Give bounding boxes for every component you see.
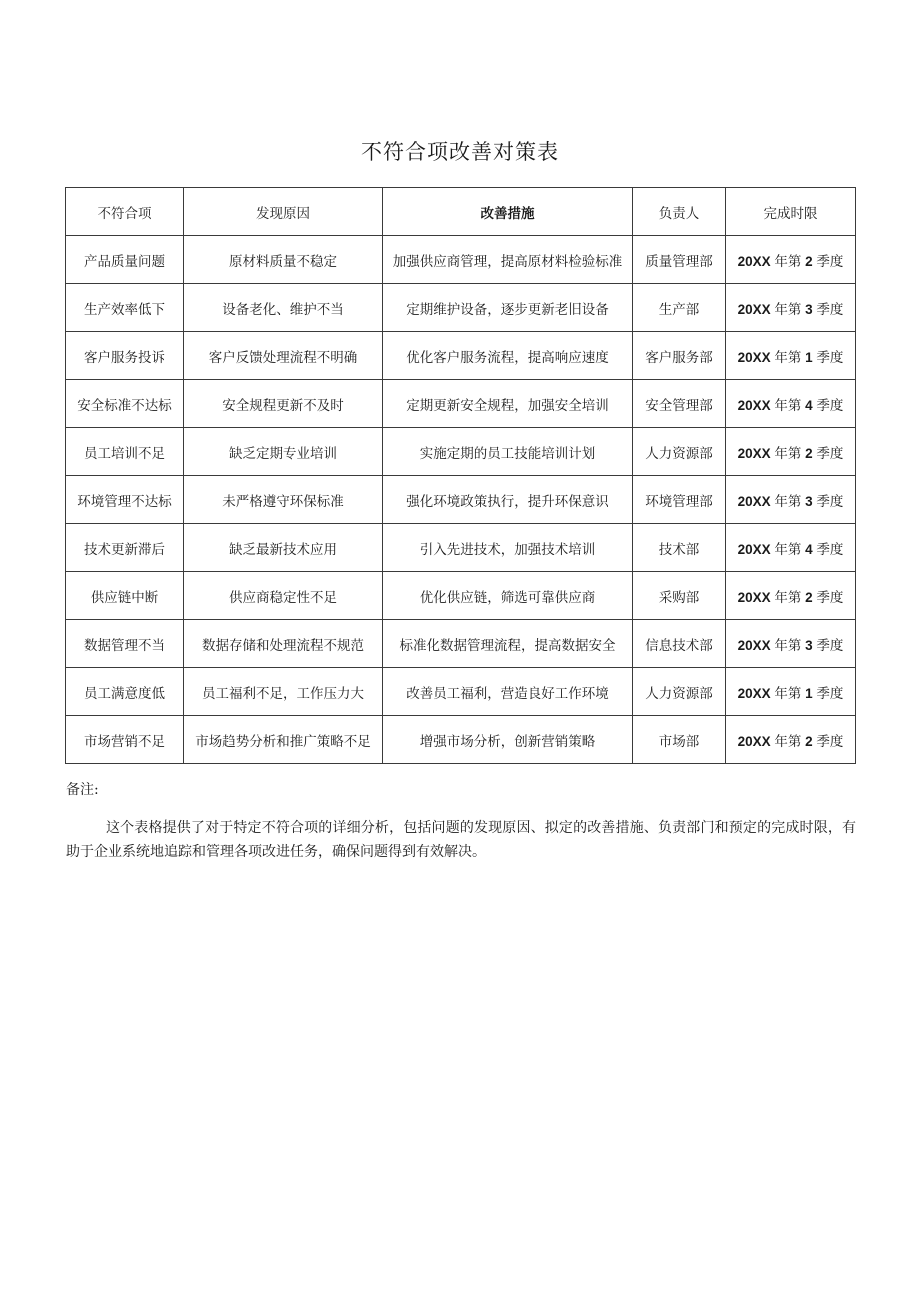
deadline-year: 20XX [737,301,771,317]
deadline-quarter: 2 [805,733,813,749]
cell-cause: 供应商稳定性不足 [184,572,383,620]
table-body [66,236,856,764]
cell-measure: 定期更新安全规程，加强安全培训 [383,380,633,428]
cell-deadline [726,332,856,380]
deadline-year: 20XX [737,253,771,269]
cell-cause: 原材料质量不稳定 [184,236,383,284]
table-row [66,284,856,332]
deadline-year: 20XX [737,589,771,605]
cell-deadline [726,284,856,332]
deadline-year-suffix: 年第 [774,301,802,317]
cell-cause: 安全规程更新不及时 [184,380,383,428]
header-deadline: 完成时限 [726,188,856,236]
deadline-year-suffix: 年第 [774,349,802,365]
cell-deadline [726,524,856,572]
deadline-year: 20XX [737,445,771,461]
cell-item: 员工培训不足 [66,428,184,476]
cell-deadline [726,668,856,716]
deadline-year: 20XX [737,541,771,557]
cell-cause: 客户反馈处理流程不明确 [184,332,383,380]
deadline-year: 20XX [737,685,771,701]
deadline-year-suffix: 年第 [774,493,802,509]
deadline-year: 20XX [737,493,771,509]
table-row [66,236,856,284]
deadline-quarter: 4 [805,541,813,557]
deadline-quarter-suffix: 季度 [816,733,844,749]
deadline-quarter: 3 [805,493,813,509]
cell-item: 技术更新滞后 [66,524,184,572]
cell-measure: 实施定期的员工技能培训计划 [383,428,633,476]
table-row [66,668,856,716]
deadline-year-suffix: 年第 [774,541,802,557]
deadline-quarter: 2 [805,589,813,605]
cell-owner: 环境管理部 [633,476,726,524]
deadline-year: 20XX [737,637,771,653]
cell-cause: 设备老化、维护不当 [184,284,383,332]
page-title: 不符合项改善对策表 [361,140,559,165]
table-header-row [66,188,856,236]
table-row [66,524,856,572]
deadline-quarter: 4 [805,397,813,413]
cell-measure: 强化环境政策执行，提升环保意识 [383,476,633,524]
cell-cause: 未严格遵守环保标准 [184,476,383,524]
cell-owner: 技术部 [633,524,726,572]
cell-item: 产品质量问题 [66,236,184,284]
deadline-quarter-suffix: 季度 [816,637,844,653]
deadline-quarter: 3 [805,637,813,653]
cell-measure: 引入先进技术，加强技术培训 [383,524,633,572]
deadline-quarter-suffix: 季度 [816,685,844,701]
deadline-quarter-suffix: 季度 [816,541,844,557]
deadline-quarter-suffix: 季度 [816,253,844,269]
deadline-quarter-suffix: 季度 [816,589,844,605]
deadline-year-suffix: 年第 [774,733,802,749]
nonconformity-table [65,187,856,764]
deadline-year: 20XX [737,349,771,365]
deadline-quarter-suffix: 季度 [816,301,844,317]
header-measure: 改善措施 [383,188,633,236]
cell-owner: 安全管理部 [633,380,726,428]
deadline-quarter: 1 [805,349,813,365]
cell-deadline [726,236,856,284]
cell-cause: 员工福利不足，工作压力大 [184,668,383,716]
table-row [66,332,856,380]
cell-owner: 生产部 [633,284,726,332]
cell-deadline [726,572,856,620]
cell-owner: 市场部 [633,716,726,764]
cell-deadline [726,380,856,428]
cell-item: 市场营销不足 [66,716,184,764]
cell-deadline [726,716,856,764]
cell-owner: 采购部 [633,572,726,620]
cell-cause: 数据存储和处理流程不规范 [184,620,383,668]
deadline-quarter: 3 [805,301,813,317]
table-row [66,428,856,476]
table-row [66,716,856,764]
cell-item: 数据管理不当 [66,620,184,668]
deadline-year-suffix: 年第 [774,253,802,269]
cell-item: 安全标准不达标 [66,380,184,428]
header-item: 不符合项 [66,188,184,236]
deadline-year-suffix: 年第 [774,637,802,653]
deadline-year: 20XX [737,733,771,749]
deadline-quarter: 2 [805,253,813,269]
deadline-quarter-suffix: 季度 [816,349,844,365]
cell-measure: 加强供应商管理，提高原材料检验标准 [383,236,633,284]
header-owner: 负责人 [633,188,726,236]
cell-item: 客户服务投诉 [66,332,184,380]
deadline-year: 20XX [737,397,771,413]
cell-item: 生产效率低下 [66,284,184,332]
cell-cause: 缺乏定期专业培训 [184,428,383,476]
header-cause: 发现原因 [184,188,383,236]
cell-measure: 增强市场分析，创新营销策略 [383,716,633,764]
table-row [66,572,856,620]
deadline-year-suffix: 年第 [774,397,802,413]
table-row [66,620,856,668]
cell-measure: 定期维护设备，逐步更新老旧设备 [383,284,633,332]
cell-measure: 优化客户服务流程，提高响应速度 [383,332,633,380]
cell-owner: 质量管理部 [633,236,726,284]
cell-deadline [726,476,856,524]
note-label: 备注: [66,782,99,798]
cell-measure: 优化供应链，筛选可靠供应商 [383,572,633,620]
note-body: 这个表格提供了对于特定不符合项的详细分析，包括问题的发现原因、拟定的改善措施、负责部门和预定的完成时限，有助于企业系统地追踪和管理各项改进任务，确保问题得到有效解决。 [66,820,856,860]
cell-cause: 市场趋势分析和推广策略不足 [184,716,383,764]
cell-measure: 标准化数据管理流程，提高数据安全 [383,620,633,668]
deadline-year-suffix: 年第 [774,685,802,701]
cell-owner: 人力资源部 [633,428,726,476]
deadline-quarter: 2 [805,445,813,461]
deadline-year-suffix: 年第 [774,445,802,461]
cell-item: 供应链中断 [66,572,184,620]
cell-deadline [726,620,856,668]
table-row [66,380,856,428]
cell-cause: 缺乏最新技术应用 [184,524,383,572]
cell-item: 员工满意度低 [66,668,184,716]
deadline-quarter-suffix: 季度 [816,445,844,461]
deadline-quarter-suffix: 季度 [816,493,844,509]
cell-item: 环境管理不达标 [66,476,184,524]
deadline-quarter-suffix: 季度 [816,397,844,413]
cell-owner: 客户服务部 [633,332,726,380]
cell-measure: 改善员工福利，营造良好工作环境 [383,668,633,716]
cell-deadline [726,428,856,476]
cell-owner: 人力资源部 [633,668,726,716]
table-row [66,476,856,524]
deadline-quarter: 1 [805,685,813,701]
deadline-year-suffix: 年第 [774,589,802,605]
cell-owner: 信息技术部 [633,620,726,668]
